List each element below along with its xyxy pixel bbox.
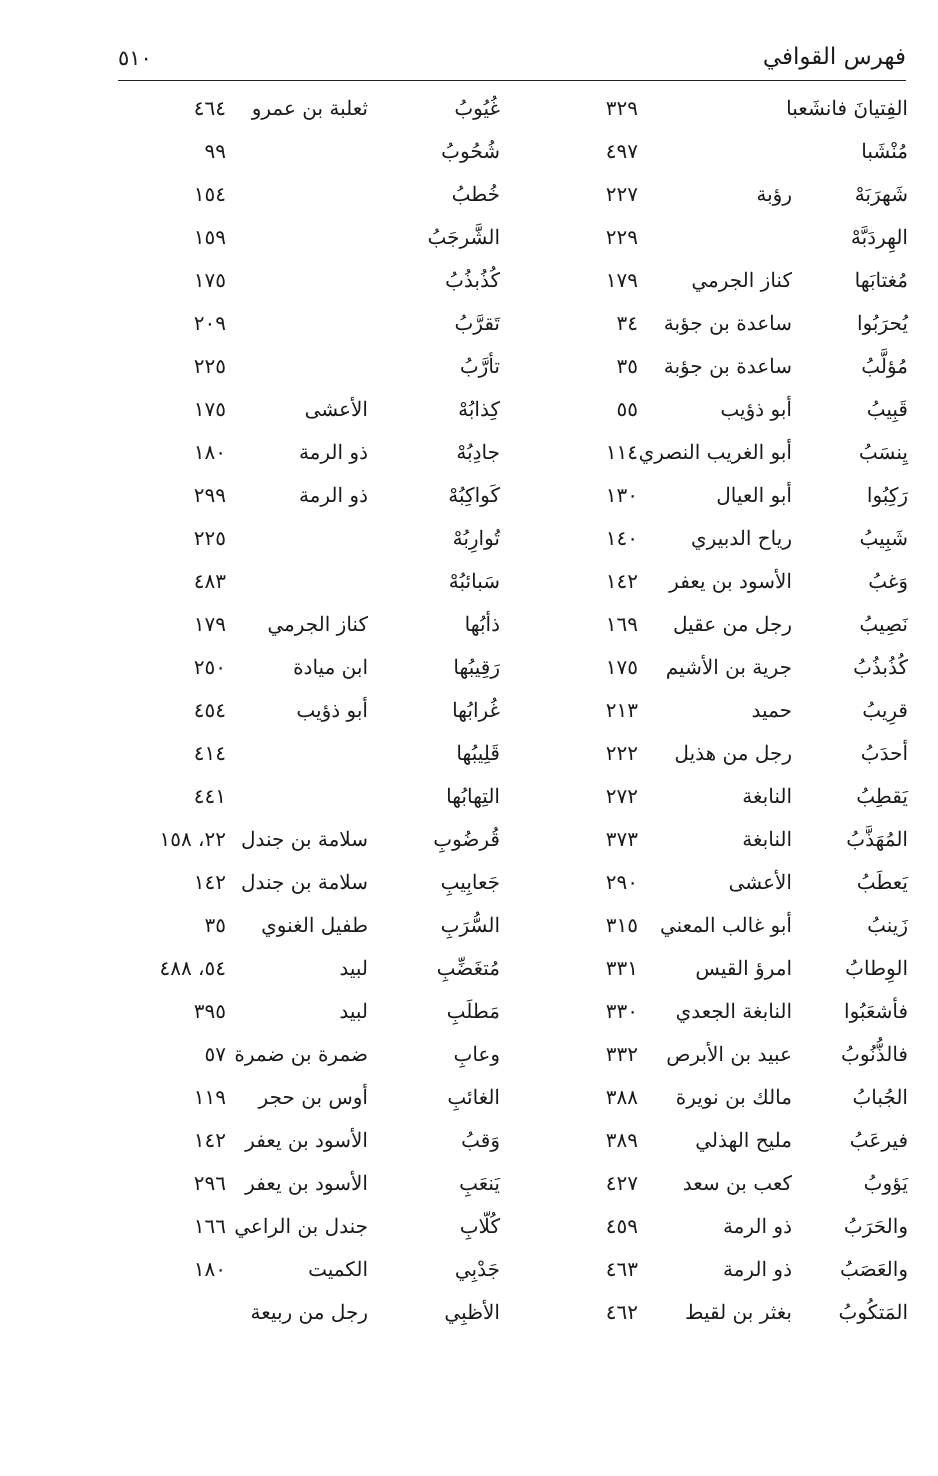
poet-name: كناز الجرمي — [691, 268, 792, 292]
rhyme-word: قَبِيبُ — [866, 397, 908, 421]
rhyme-word: مُتغَضِّبِ — [436, 956, 500, 980]
rhyme-word: زَينبُ — [867, 913, 908, 937]
index-row — [118, 303, 908, 346]
page-ref: ٤٥٤ — [193, 698, 226, 722]
rhyme-word: رَقِيبُها — [453, 655, 500, 679]
poet-name: أبو العيال — [716, 483, 792, 507]
page-ref: ٣٣٢ — [605, 1042, 638, 1066]
rhyme-word: رَكِبُوا — [866, 483, 908, 507]
page-ref: ٢٩٦ — [193, 1171, 226, 1195]
page-ref: ٤٨٣ — [193, 569, 226, 593]
rhyme-word: قُرضُوبِ — [433, 827, 500, 851]
rhyme-word: قَلِيبُها — [456, 741, 500, 765]
index-row — [118, 690, 908, 733]
rhyme-word: كُذُبذُبُ — [445, 268, 500, 292]
page-ref: ١٧٩ — [605, 268, 638, 292]
poet-name: رجل من عقيل — [672, 612, 792, 636]
poet-name: رياح الدبيري — [690, 526, 792, 550]
rhyme-word: خُطبُ — [451, 182, 500, 206]
page-ref: ١١٩ — [193, 1085, 226, 1109]
page-ref: ٢٢٥ — [193, 526, 226, 550]
index-row — [118, 948, 908, 991]
poet-name: مالك بن نويرة — [675, 1085, 792, 1109]
page-ref: ٤١٤ — [193, 741, 226, 765]
page-ref: ١٤٢ — [193, 870, 226, 894]
index-row — [118, 475, 908, 518]
page-ref: ٣١٥ — [605, 913, 638, 937]
page-ref: ٢٢٥ — [193, 354, 226, 378]
poet-name: سلامة بن جندل — [240, 827, 368, 851]
poet-name: كناز الجرمي — [267, 612, 368, 636]
rhyme-word: الهِردَبَّهْ — [850, 225, 908, 249]
index-row — [118, 174, 908, 217]
rhyme-word: كُلّابِ — [459, 1214, 500, 1238]
rhyme-word: شَبِيبُ — [859, 526, 908, 550]
page-ref: ٢٥٠ — [193, 655, 226, 679]
rhyme-word: التِهابُها — [446, 784, 500, 808]
rhyme-word: وعابِ — [453, 1042, 500, 1066]
page-ref: ١٧٥ — [193, 268, 226, 292]
index-row — [118, 260, 908, 303]
rhyme-index-list — [118, 88, 908, 1335]
rhyme-word: فيرعَبُ — [849, 1128, 908, 1152]
page-ref: ٣٢٩ — [605, 96, 638, 120]
page-ref: ١٣٠ — [605, 483, 638, 507]
rhyme-word: الغائبِ — [447, 1085, 500, 1109]
rhyme-word: يَنعَبِ — [459, 1171, 500, 1195]
page-ref: ٢٢٧ — [605, 182, 638, 206]
page-ref: ٥٤، ٤٨٨ — [159, 956, 226, 980]
rhyme-word: الجُبابُ — [852, 1085, 908, 1109]
rhyme-word: كَواكِبُهْ — [448, 483, 500, 507]
rhyme-word: مُنْشَبا — [861, 139, 908, 163]
rhyme-word: سَبائبُهْ — [448, 569, 500, 593]
page-ref: ٢٩٠ — [605, 870, 638, 894]
poet-name: سلامة بن جندل — [240, 870, 368, 894]
poet-name: أبو الغريب النصري — [638, 440, 792, 464]
index-row — [118, 131, 908, 174]
poet-name: رجل من ربيعة — [250, 1300, 368, 1324]
page-ref: ٤٢٧ — [605, 1171, 638, 1195]
rhyme-word: يَؤوبُ — [863, 1171, 908, 1195]
poet-name: حميد — [751, 698, 792, 722]
page-ref: ١٨٠ — [193, 440, 226, 464]
index-row — [118, 776, 908, 819]
page-ref: ١٦٩ — [605, 612, 638, 636]
index-row — [118, 1077, 908, 1120]
rhyme-word: الوِطابُ — [845, 956, 908, 980]
page-ref: ٢٢٩ — [605, 225, 638, 249]
poet-name: الأسود بن يعفر — [245, 1128, 368, 1152]
index-row — [118, 432, 908, 475]
poet-name: أوس بن حجر — [258, 1085, 368, 1109]
rhyme-word: أحدَبُ — [860, 741, 908, 765]
index-row — [118, 647, 908, 690]
poet-name: أبو ذؤيب — [296, 698, 368, 722]
poet-name: النابغة الجعدي — [675, 999, 792, 1023]
index-row — [118, 991, 908, 1034]
poet-name: عبيد بن الأبرص — [666, 1042, 792, 1066]
page-ref: ٣٥ — [616, 354, 638, 378]
rhyme-word: فالذُّنُوبُ — [841, 1042, 908, 1066]
poet-name: ابن ميادة — [293, 655, 368, 679]
rhyme-word: جَدْبِي — [454, 1257, 500, 1281]
page-ref: ١٨٠ — [193, 1257, 226, 1281]
page-ref: ٣٩٥ — [193, 999, 226, 1023]
index-row — [118, 604, 908, 647]
poet-name: مليح الهذلي — [695, 1128, 792, 1152]
rhyme-word: وَقبُ — [461, 1128, 500, 1152]
poet-name: جندل بن الراعي — [234, 1214, 368, 1238]
page-ref: ٢٧٢ — [605, 784, 638, 808]
index-row — [118, 217, 908, 260]
poet-name: امرؤ القيس — [695, 956, 792, 980]
poet-name: لبيد — [339, 999, 368, 1023]
page-ref: ٢٢، ١٥٨ — [159, 827, 226, 851]
rhyme-word: فأشعَبُوا — [844, 999, 908, 1023]
rhyme-word: ذأبُها — [464, 612, 500, 636]
page-ref: ٤٦٣ — [605, 1257, 638, 1281]
rhyme-word: جادِبُهْ — [456, 440, 500, 464]
page-ref: ٢٠٩ — [193, 311, 226, 335]
rhyme-word: يَعطَبُ — [856, 870, 908, 894]
rhyme-word: الشَّرجَبُ — [427, 225, 500, 249]
poet-name: النابغة — [742, 784, 792, 808]
page-ref: ٣٣١ — [605, 956, 638, 980]
page-ref: ١٤٢ — [193, 1128, 226, 1152]
page-header — [118, 40, 906, 81]
rhyme-word: والعَصَبُ — [840, 1257, 908, 1281]
rhyme-word: الفِتيانَ فانشَعبا — [786, 96, 908, 120]
index-row — [118, 88, 908, 131]
page-ref: ١٦٦ — [193, 1214, 226, 1238]
poet-name: بغثر بن لقيط — [684, 1300, 792, 1324]
rhyme-word: تُوارِبُهْ — [452, 526, 500, 550]
page-ref: ٤٦٤ — [193, 96, 226, 120]
rhyme-word: السُّرَبِ — [440, 913, 500, 937]
poet-name: ذو الرمة — [722, 1214, 792, 1238]
poet-name: النابغة — [742, 827, 792, 851]
poet-name: ساعدة بن جؤبة — [663, 311, 792, 335]
index-row — [118, 518, 908, 561]
page-ref: ٣٣٠ — [605, 999, 638, 1023]
poet-name: أبو ذؤيب — [720, 397, 792, 421]
page-ref: ١٤٢ — [605, 569, 638, 593]
index-row — [118, 346, 908, 389]
poet-name: الكميت — [308, 1257, 368, 1281]
page-ref: ٥٥ — [616, 397, 638, 421]
poet-name: جرية بن الأشيم — [665, 655, 792, 679]
rhyme-word: قرِيبُ — [862, 698, 908, 722]
page-ref: ٤٥٩ — [605, 1214, 638, 1238]
index-row — [118, 733, 908, 776]
poet-name: رجل من هذيل — [674, 741, 792, 765]
page-ref: ١٧٥ — [605, 655, 638, 679]
page-ref: ١٤٠ — [605, 526, 638, 550]
rhyme-word: نَصِيبُ — [859, 612, 908, 636]
rhyme-word: كِذابُهْ — [458, 397, 500, 421]
rhyme-word: غُيُوبُ — [454, 96, 500, 120]
page-ref: ٣٨٨ — [605, 1085, 638, 1109]
page-ref: ٣٤ — [616, 311, 638, 335]
index-row — [118, 1249, 908, 1292]
rhyme-word: تَقرَّبُ — [454, 311, 500, 335]
page-ref: ٢٩٩ — [193, 483, 226, 507]
page-ref: ٣٥ — [204, 913, 226, 937]
rhyme-word: يَقطِبُ — [856, 784, 908, 808]
page-ref: ٤٩٧ — [605, 139, 638, 163]
poet-name: رؤبة — [756, 182, 792, 206]
poet-name: ثعلبة بن عمرو — [251, 96, 368, 120]
page-ref: ٣٧٣ — [605, 827, 638, 851]
index-row — [118, 1206, 908, 1249]
poet-name: ذو الرمة — [298, 440, 368, 464]
index-row — [118, 905, 908, 948]
page-ref: ٥٧ — [204, 1042, 226, 1066]
rhyme-word: شُحُوبُ — [441, 139, 500, 163]
rhyme-word: غُرابُها — [452, 698, 500, 722]
rhyme-word: مَطلَبِ — [446, 999, 500, 1023]
rhyme-word: يِنسَبُ — [858, 440, 908, 464]
index-row — [118, 389, 908, 432]
page-ref: ٤٦٢ — [605, 1300, 638, 1324]
index-row — [118, 1292, 908, 1335]
page-ref: ٤٤١ — [193, 784, 226, 808]
rhyme-word: يُحرَبُوا — [857, 311, 908, 335]
rhyme-word: تأرَّبُ — [459, 354, 500, 378]
poet-name: ذو الرمة — [722, 1257, 792, 1281]
poet-name: الأسود بن يعفر — [669, 569, 792, 593]
rhyme-word: وَغبُ — [868, 569, 908, 593]
poet-name: طفيل الغنوي — [261, 913, 368, 937]
rhyme-word: المَتكُوبُ — [838, 1300, 908, 1324]
page-ref: ١٧٥ — [193, 397, 226, 421]
rhyme-word: والحَرَبُ — [843, 1214, 908, 1238]
poet-name: ذو الرمة — [298, 483, 368, 507]
rhyme-word: شَهرَبَهْ — [854, 182, 908, 206]
poet-name: أبو غالب المعني — [659, 913, 792, 937]
poet-name: الأسود بن يعفر — [245, 1171, 368, 1195]
poet-name: ساعدة بن جؤبة — [663, 354, 792, 378]
index-row — [118, 1034, 908, 1077]
index-row — [118, 1120, 908, 1163]
rhyme-word: الأظبِي — [444, 1300, 500, 1324]
page-ref: ٢٢٢ — [605, 741, 638, 765]
page-ref: ١٧٩ — [193, 612, 226, 636]
poet-name: الأعشى — [304, 397, 368, 421]
page-ref: ٩٩ — [204, 139, 226, 163]
page-number: ٥١٠ — [118, 46, 152, 70]
page-ref: ١٥٩ — [193, 225, 226, 249]
rhyme-word: المُهَذَّبُ — [846, 827, 908, 851]
page-ref: ١٥٤ — [193, 182, 226, 206]
page-ref: ٣٨٩ — [605, 1128, 638, 1152]
rhyme-word: مُغتابَها — [854, 268, 908, 292]
page-title: فهرس القوافي — [762, 44, 906, 70]
poet-name: لبيد — [339, 956, 368, 980]
index-row — [118, 561, 908, 604]
poet-name: ضمرة بن ضمرة — [234, 1042, 368, 1066]
page-ref: ١١٤ — [605, 440, 638, 464]
index-row — [118, 819, 908, 862]
index-row — [118, 862, 908, 905]
index-row — [118, 1163, 908, 1206]
rhyme-word: كُذُبذُبُ — [853, 655, 908, 679]
poet-name: كعب بن سعد — [682, 1171, 792, 1195]
poet-name: الأعشى — [728, 870, 792, 894]
rhyme-word: جَعابِيبِ — [440, 870, 500, 894]
rhyme-word: مُؤلَّبُ — [861, 354, 908, 378]
page-ref: ٢١٣ — [605, 698, 638, 722]
